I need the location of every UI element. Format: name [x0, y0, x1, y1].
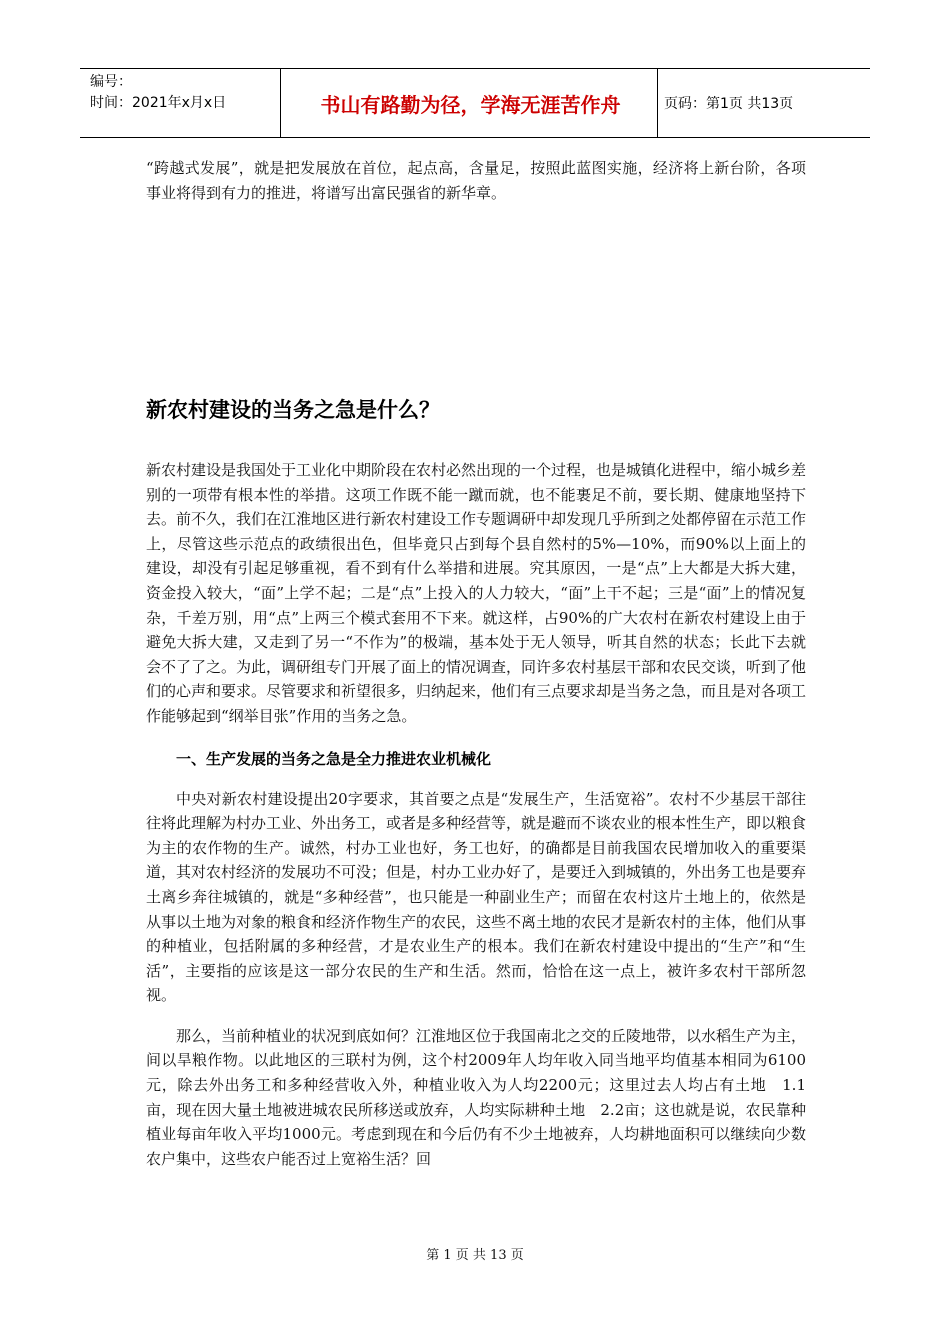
intro-section	[146, 156, 806, 205]
article-paragraph-3: 那么，当前种植业的状况到底如何？江淮地区位于我国南北之交的丘陵地带，以水稻生产为主，间以旱粮作物。以此地区的三联村为例，这个村2009年人均年收入同当地平均值基本相同为6100元，除去外出务工和多种经营收入外，种植业收入为人均2200元；这里过去人均占有土地 1.1亩，现在因大量土地被进城农民所移送或放弃，人均实际耕种土地 2.2亩；这也就是说，农民靠种植业每亩年收入平均1000元。考虑到现在和今后仍有不少土地被弃，人均耕地面积可以继续向少数农户集中，这些农户能否过上宽裕生活？回	[146, 1026, 807, 1168]
header-table	[80, 68, 870, 138]
header-motto: 书山有路勤为径，学海无涯苦作舟	[320, 92, 621, 117]
article-body	[146, 458, 806, 1171]
page-footer: 第 1 页 共 13 页	[426, 1248, 524, 1263]
document-date-label: 时间：2021年x月x日	[90, 95, 227, 111]
article-paragraph-2: 中央对新农村建设提出20字要求，其首要之点是“发展生产，生活宽裕”。农村不少基层干部往往将此理解为村办工业、外出务工，或者是多种经营等，就是避而不谈农业的根本性生产，即以粮食为主的农作物的生产。诚然，村办工业也好，务工也好，的确都是目前我国农民增加收入的重要渠道，其对农村经济的发展功不可没；但是，村办工业办好了，是要迁入到城镇的，外出务工也是要弃土离乡奔往城镇的，就是“多种经营”，也只能是一种副业生产；而留在农村这片土地上的，依然是从事以土地为对象的粮食和经济作物生产的农民，这些不离土地的农民才是新农村的主体，他们从事的种植业，包括附属的多种经营，才是农业生产的根本。我们在新农村建设中提出的“生产”和“生活”，主要指的应该是这一部分农民的生产和生活。然而，恰恰在这一点上，被许多农村干部所忽视。	[146, 789, 807, 1005]
header-page-info: 页码：第1页 共13页	[664, 96, 794, 112]
header-divider-left	[280, 69, 281, 137]
header-meta	[90, 72, 280, 114]
intro-paragraph: “跨越式发展”，就是把发展放在首位，起点高，含量足，按照此蓝图实施，经济将上新台阶，各项事业将得到有力的推进，将谱写出富民强省的新华章。	[146, 159, 806, 202]
document-number-label: 编号：	[90, 74, 132, 90]
article-title: 新农村建设的当务之急是什么？	[146, 398, 440, 422]
article-paragraph-1: 新农村建设是我国处于工业化中期阶段在农村必然出现的一个过程，也是城镇化进程中，缩小城乡差别的一项带有根本性的举措。这项工作既不能一蹴而就，也不能裹足不前，要长期、健康地坚持下去。前不久，我们在江淮地区进行新农村建设工作专题调研中却发现几乎所到之处都停留在示范工作上，尽管这些示范点的政绩很出色，但毕竟只占到每个县自然村的5%—10%，而90%以上面上的建设，却没有引起足够重视，看不到有什么举措和进展。究其原因，一是“点”上大都是大拆大建，资金投入较大，“面”上学不起；二是“点”上投入的人力较大，“面”上干不起；三是“面”上的情况复杂，千差万别，用“点”上两三个模式套用不下来。就这样，占90%的广大农村在新农村建设上由于避免大拆大建，又走到了另一“不作为”的极端，基本处于无人领导，听其自然的状态；长此下去就会不了了之。为此，调研组专门开展了面上的情况调查，同许多农村基层干部和农民交谈，听到了他们的心声和要求。尽管要求和祈望很多，归纳起来，他们有三点要求却是当务之急，而且是对各项工作能够起到“纲举目张”作用的当务之急。	[146, 461, 807, 725]
section-1-heading: 一、生产发展的当务之急是全力推进农业机械化	[176, 749, 492, 768]
header-divider-right	[657, 69, 658, 137]
